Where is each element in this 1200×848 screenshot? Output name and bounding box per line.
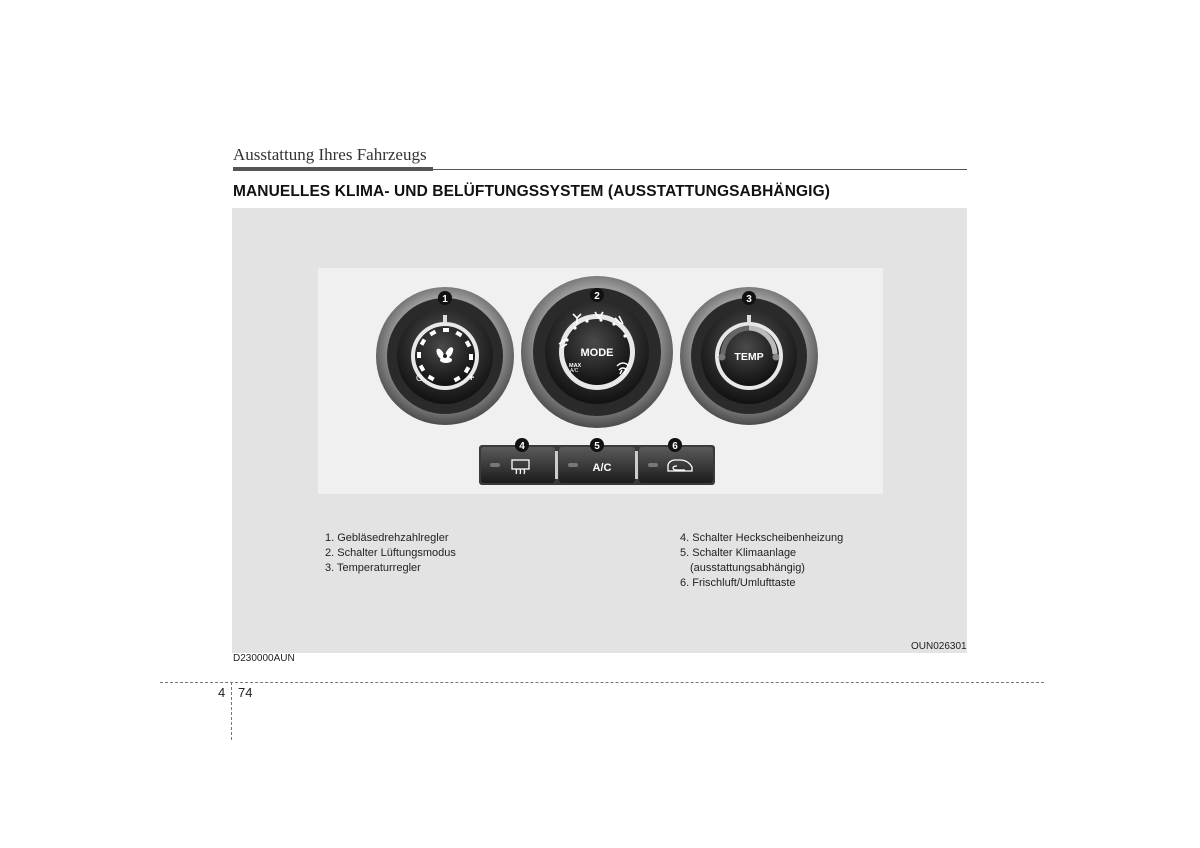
footer-dashed-divider [231, 682, 232, 740]
max-ac-label: A/C [570, 368, 579, 374]
legend-item-3: 3. Temperaturregler [325, 562, 421, 574]
callout-5-number: 5 [594, 441, 600, 452]
ac-button[interactable] [559, 447, 635, 483]
mode-knob[interactable] [521, 276, 673, 428]
legend-item-5: 5. Schalter Klimaanlage [680, 547, 797, 559]
callout-2-number: 2 [594, 291, 600, 302]
legend-right [680, 531, 843, 591]
page-heading: MANUELLES KLIMA- UND BELÜFTUNGSSYSTEM (AUSSTATTUNGSABHÄNGIG) [233, 183, 830, 200]
figure-code: OUN026301 [911, 641, 967, 652]
page-number: 74 [238, 685, 253, 700]
climate-control-panel [318, 268, 883, 494]
button-strip [479, 438, 715, 485]
fan-speed-knob[interactable] [376, 287, 514, 425]
callout-4-number: 4 [519, 441, 525, 452]
callout-6-number: 6 [672, 441, 678, 452]
recirculation-button[interactable] [639, 447, 713, 483]
button-divider-1 [555, 451, 558, 479]
chapter-number: 4 [218, 685, 226, 700]
section-title: Ausstattung Ihres Fahrzeugs [233, 145, 427, 164]
legend-item-2: 2. Schalter Lüftungsmodus [325, 547, 456, 559]
mode-label: MODE [580, 347, 614, 359]
legend-left [325, 531, 456, 576]
footer-dashed-rule [160, 682, 1044, 683]
temperature-knob[interactable] [680, 287, 818, 425]
temp-label: TEMP [734, 351, 764, 363]
fan-min-label: O [416, 373, 424, 383]
fan-max-label: + [468, 372, 475, 384]
callout-1-number: 1 [442, 294, 448, 305]
legend-item-1: 1. Gebläsedrehzahlregler [325, 532, 449, 544]
document-code: D230000AUN [233, 653, 295, 664]
button-divider-2 [635, 451, 638, 479]
temp-hot-indicator [773, 354, 780, 361]
rear-defrost-button[interactable] [481, 447, 555, 483]
max-label: MAX [569, 363, 582, 369]
temp-cold-indicator [719, 354, 726, 361]
legend-item-4: 4. Schalter Heckscheibenheizung [680, 532, 844, 544]
callout-3-number: 3 [746, 294, 752, 305]
ac-label: A/C [592, 462, 612, 474]
legend-item-5-note: (ausstattungsabhängig) [690, 562, 805, 574]
header-rule [233, 169, 967, 170]
legend-item-6: 6. Frischluft/Umlufttaste [680, 577, 796, 589]
